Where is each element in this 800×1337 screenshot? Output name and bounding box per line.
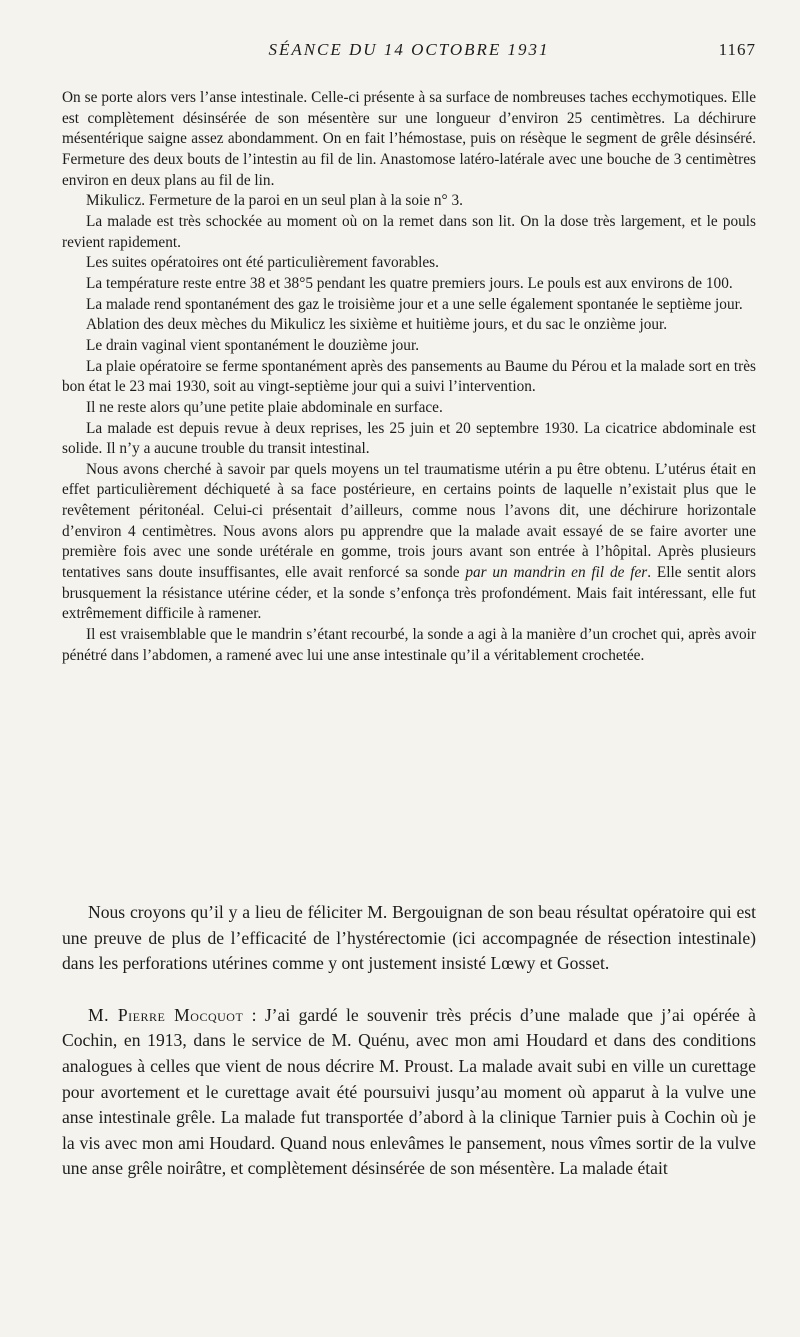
paragraph: La malade est depuis revue à deux reprises, les 25 juin et 20 septembre 1930. La cicatrice abdominale est solide. Il n’y a aucune trouble du transit intestinal. xyxy=(62,419,756,458)
paragraph: Ablation des deux mèches du Mikulicz les sixième et huitième jours, et du sac le onzième jour. xyxy=(86,316,668,334)
case-report-text xyxy=(62,88,756,666)
paragraph: La malade est très schockée au moment où on la remet dans son lit. On la dose très largement, et le pouls revient rapidement. xyxy=(62,212,756,251)
paragraph-text: Nous avons cherché à savoir par quels moyens un tel traumatisme utérin a pu être obtenu. L’utérus était en effet particulièrement déchiqueté à sa face postérieure, en certains points de laquelle n’existait plus que le revêtement péritonéal. Celui-ci présentait d’ailleurs, comme nous l’avons dit, une déchirure horizontale d’environ 4 centimètres. Nous avons alors pu apprendre que la malade avait essayé de se faire avorter une première fois avec une sonde urétérale en gomme, trois jours avant son entrée à l’hôpital. Après plusieurs tentatives sans doute insuffisantes, elle avait renforcé sa sonde xyxy=(62,460,756,582)
paragraph: La malade rend spontanément des gaz le troisième jour et a une selle également spontanée le septième jour. xyxy=(86,295,743,313)
paragraph-text: . Elle sentit alors brusquement la résistance utérine céder, et la sonde s’enfonça très profondément. Mais fait intéressant, elle fut extrêmement difficile à ramener. xyxy=(62,564,756,623)
paragraph: La température reste entre 38 et 38°5 pendant les quatre premiers jours. Le pouls est aux environs de 100. xyxy=(86,274,733,292)
speaker-name: M. Pierre Mocquot xyxy=(88,1004,244,1025)
discussion-text: : J’ai gardé le souvenir très précis d’une malade que j’ai opérée à Cochin, en 1913, dans le service de M. Quénu, avec mon ami Houdard et dans des conditions analogues à celles que vient de nous décrire M. Proust. La malade avait subi en ville un curettage pour avortement et le curettage avait été poursuivi jusqu’au moment où apparut à la vulve une anse intestinale grêle. La malade fut transportée d’abord à la clinique Tarnier puis à Cochin où je la vis avec mon ami Houdard. Quand nous enlevâmes le pansement, nous vîmes sortir de la vulve une anse grêle noirâtre, et complètement désinsérée de son mésentère. La malade était xyxy=(62,1004,756,1179)
paragraph: Il est vraisemblable que le mandrin s’étant recourbé, la sonde a agi à la manière d’un crochet qui, après avoir pénétré dans l’abdomen, a ramené avec lui une anse intestinale qu’il a véritablement crochetée. xyxy=(62,626,756,664)
conclusion-paragraph: Nous croyons qu’il y a lieu de féliciter M. Bergouignan de son beau résultat opératoire qui est une preuve de plus de l’efficacité de l’hystérectomie (ici accompagnée de résection intestinale) dans les perforations utérines comme y ont justement insisté Lœwy et Gosset. xyxy=(62,902,756,974)
italic-phrase: par un mandrin en fil de fer xyxy=(465,564,648,582)
paragraph xyxy=(62,460,756,625)
running-title: SÉANCE DU 14 OCTOBRE 1931 xyxy=(268,40,550,59)
paragraph: Les suites opératoires ont été particulièrement favorables. xyxy=(86,254,439,272)
page-number: 1167 xyxy=(718,40,756,59)
paragraph: Il ne reste alors qu’une petite plaie abdominale en surface. xyxy=(86,398,443,416)
paragraph: La plaie opératoire se ferme spontanément après des pansements au Baume du Pérou et la malade sort en très bon état le 23 mai 1930, soit au vingt-septième jour qui a suivi l’intervention. xyxy=(62,357,756,396)
page-header xyxy=(62,40,756,64)
paragraph: On se porte alors vers l’anse intestinale. Celle-ci présente à sa surface de nombreuses taches ecchymotiques. Elle est complètement désinsérée de son mésentère sur une longueur d’environ 25 centimètres. La déchirure mésentérique saigne assez abondamment. On en fait l’hémostase, puis on résèque le segment de grêle désinséré. Fermeture des deux bouts de l’intestin au fil de lin. Anastomose latéro-latérale avec une bouche de 3 centimètres environ en deux plans au fil de lin. xyxy=(62,89,756,189)
discussion-paragraph xyxy=(62,1003,756,1182)
paragraph: Mikulicz. Fermeture de la paroi en un seul plan à la soie n° 3. xyxy=(86,192,463,210)
commentary-text xyxy=(62,900,756,1182)
paragraph: Le drain vaginal vient spontanément le douzième jour. xyxy=(86,336,420,354)
